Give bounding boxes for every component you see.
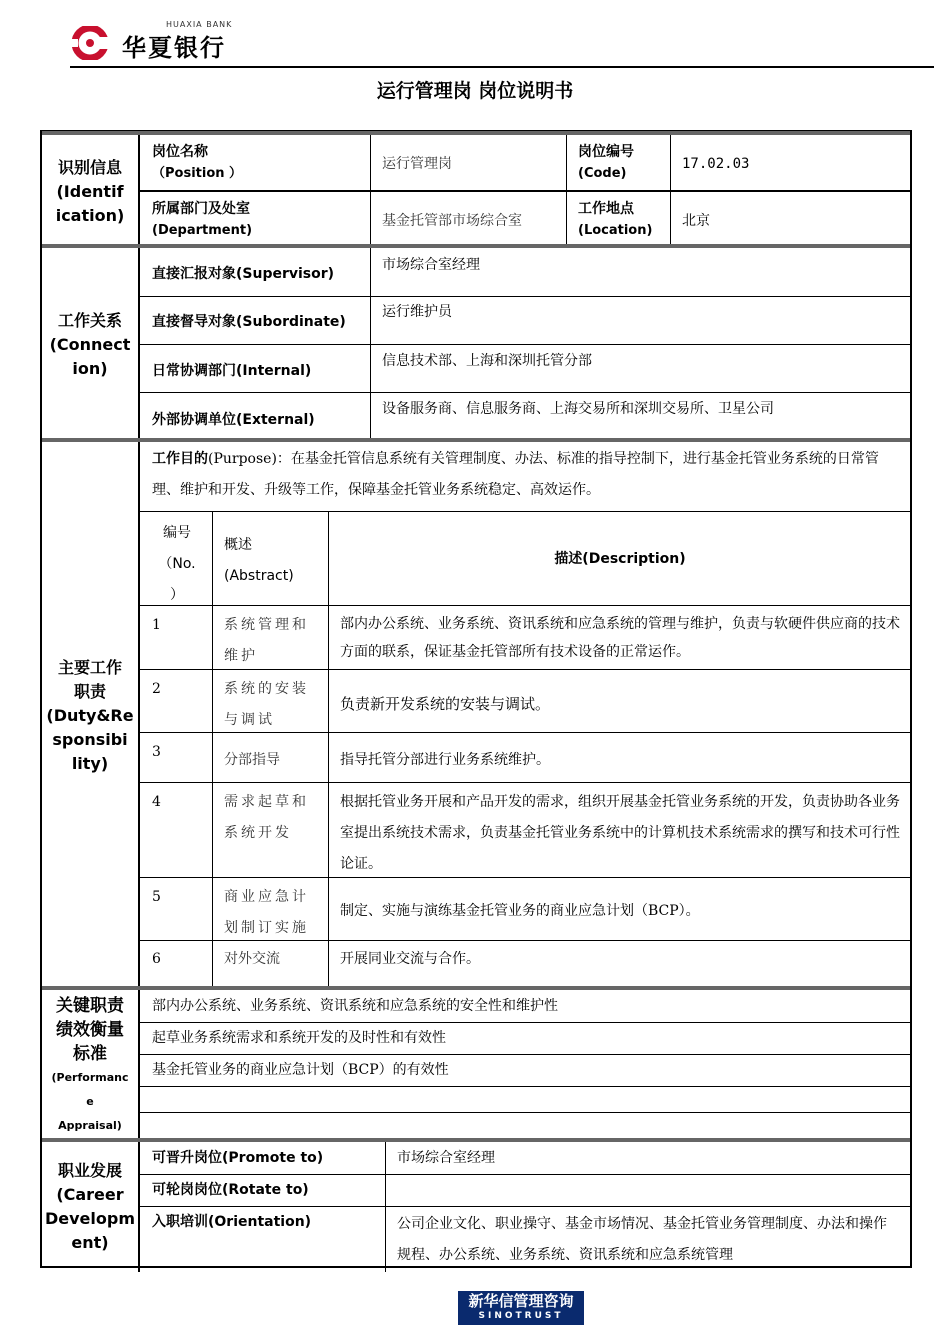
page-header	[70, 20, 934, 68]
item-description: 部内办公系统、业务系统、资讯系统和应急系统的管理与维护，负责与软硬件供应商的技术方面的联系，保证基金托管部所有技术设备的正常运作。	[340, 616, 900, 660]
item-number: 5	[152, 889, 161, 905]
performance-item	[142, 1086, 910, 1094]
performance-label: 关键职责 绩效衡量 标准 (Performanc e Appraisal)	[42, 990, 140, 1142]
bank-name-en: HUAXIA BANK	[166, 20, 233, 29]
duty-label: 主要工作 职责 (Duty&Re sponsibi lity)	[42, 442, 140, 990]
bank-name-cn: 华夏银行	[122, 34, 226, 62]
position-name-label: 岗位名称 （Position ）	[152, 144, 243, 181]
item-abstract: 系统的安装与调试	[224, 681, 309, 728]
footer-logo-cn: 新华信管理咨询	[468, 1292, 574, 1310]
department-value: 基金托管部市场综合室	[382, 213, 522, 229]
item-number: 3	[152, 744, 161, 760]
location-label: 工作地点 (Location)	[578, 201, 653, 238]
item-abstract: 商业应急计划制订实施	[224, 889, 309, 936]
item-description: 制定、实施与演练基金托管业务的商业应急计划（BCP）。	[340, 903, 700, 919]
promote-label: 可晋升岗位(Promote to)	[152, 1150, 324, 1166]
item-description: 指导托管分部进行业务系统维护。	[340, 752, 550, 768]
orientation-value: 公司企业文化、职业操守、基金市场情况、基金托管业务管理制度、办法和操作规程、办公系统、业务系统、资讯系统和应急系统管理	[397, 1216, 887, 1263]
position-name-value: 运行管理岗	[382, 156, 452, 172]
col-number-header: 编号 （No. ）	[158, 525, 196, 603]
work-purpose: 工作目的(Purpose)：在基金托管信息系统有关管理制度、办法、标准的指导控制下，进行基金托管业务系统的日常管理、维护和开发、升级等工作，保障基金托管业务系统稳定、高效运作。	[152, 451, 879, 498]
department-label: 所属部门及处室 (Department)	[152, 201, 253, 238]
connection-label: 工作关系 (Connect ion)	[42, 248, 140, 442]
promote-value: 市场综合室经理	[397, 1150, 495, 1166]
identification-label: 识别信息 (Identif ication)	[42, 135, 140, 248]
career-label: 职业发展 (Career Developm ent)	[42, 1142, 140, 1272]
sinotrust-logo	[458, 1291, 584, 1325]
connection-section	[42, 244, 910, 442]
item-number: 4	[152, 794, 161, 810]
item-description: 负责新开发系统的安装与调试。	[340, 695, 551, 713]
position-code-label: 岗位编号 (Code)	[578, 144, 634, 181]
supervisor-label: 直接汇报对象(Supervisor)	[152, 266, 335, 282]
page-title: 运行管理岗 岗位说明书	[376, 80, 574, 102]
item-number: 2	[152, 681, 161, 697]
huaxia-bank-logo-icon	[70, 26, 110, 60]
external-value: 设备服务商、信息服务商、上海交易所和深圳交易所、卫星公司	[382, 401, 774, 417]
location-value: 北京	[682, 213, 710, 229]
item-number: 1	[152, 617, 161, 633]
item-abstract: 对外交流	[224, 951, 280, 967]
subordinate-value: 运行维护员	[382, 304, 452, 320]
supervisor-value: 市场综合室经理	[382, 257, 480, 273]
subordinate-label: 直接督导对象(Subordinate)	[152, 314, 346, 330]
identification-section	[42, 131, 910, 248]
performance-item: 基金托管业务的商业应急计划（BCP）的有效性	[152, 1062, 449, 1078]
item-abstract: 系统管理和维护	[224, 617, 309, 664]
item-abstract: 分部指导	[224, 752, 280, 768]
item-number: 6	[152, 951, 161, 967]
col-description-header: 描述(Description)	[554, 551, 686, 567]
item-abstract: 需求起草和系统开发	[224, 794, 309, 841]
external-label: 外部协调单位(External)	[152, 412, 315, 428]
item-description: 开展同业交流与合作。	[340, 951, 480, 967]
performance-section	[42, 986, 910, 1142]
col-abstract-header: 概述 (Abstract)	[224, 537, 294, 584]
internal-label: 日常协调部门(Internal)	[152, 363, 312, 379]
footer-logo-en: SINOTRUST	[478, 1311, 564, 1321]
orientation-label: 入职培训(Orientation)	[152, 1214, 312, 1230]
internal-value: 信息技术部、上海和深圳托管分部	[382, 353, 592, 369]
duty-section	[42, 438, 910, 990]
performance-item: 部内办公系统、业务系统、资讯系统和应急系统的安全性和维护性	[152, 998, 558, 1014]
item-description: 根据托管业务开展和产品开发的需求，组织开展基金托管业务系统的开发，负责协助各业务室提出系统技术需求，负责基金托管业务系统中的计算机技术系统需求的撰写和技术可行性论证。	[340, 794, 900, 872]
performance-item: 起草业务系统需求和系统开发的及时性和有效性	[152, 1030, 446, 1046]
career-section	[42, 1138, 910, 1272]
rotate-label: 可轮岗岗位(Rotate to)	[152, 1182, 309, 1198]
rotate-value	[387, 1171, 910, 1179]
position-code-value: 17.02.03	[682, 156, 750, 172]
